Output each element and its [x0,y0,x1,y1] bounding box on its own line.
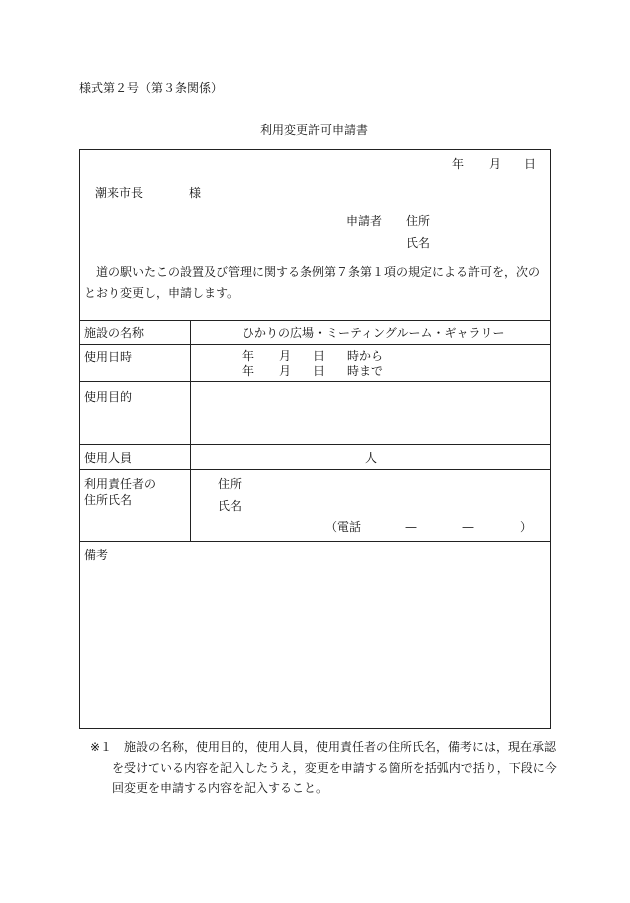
to-day: 日 [313,364,326,378]
people-unit: 人 [365,451,378,465]
to-time: 時まで [347,364,384,378]
from-year: 年 [242,349,255,363]
divider-facility [79,344,551,345]
phone-dash-2: — [462,520,474,534]
phone-dash-1: — [405,520,417,534]
people-label: 使用人員 [84,451,133,465]
from-day: 日 [313,349,326,363]
phone-close: ） [520,520,533,534]
facility-label: 施設の名称 [84,326,145,340]
date-day: 日 [524,157,537,171]
application-statement: 道の駅いたこの設置及び管理に関する条例第７条第１項の規定による許可を，次のとおり変更し，申請します。 [84,265,541,300]
phone-open: （電話 [325,520,362,534]
column-divider [190,320,191,541]
responsible-label-line1: 利用責任者の [84,477,157,491]
note-line-1: 施設の名称，使用目的，使用人員，使用責任者の住所氏名，備考には，現在承認 [124,740,557,754]
to-month: 月 [279,364,292,378]
divider-people [79,469,551,470]
applicant-label: 申請者 [346,214,383,228]
date-month: 月 [489,157,502,171]
divider-header [79,320,551,321]
purpose-label: 使用目的 [84,390,133,404]
applicant-address-label: 住所 [406,214,431,228]
divider-purpose [79,444,551,445]
date-year: 年 [452,157,465,171]
facility-value: ひかりの広場・ミーティングルーム・ギャラリー [242,326,505,340]
responsible-name-label: 氏名 [218,499,243,513]
note-marker: ※１ [90,740,113,754]
remarks-label: 備考 [84,548,109,562]
addressee: 潮来市長 [95,186,144,200]
datetime-label: 使用日時 [84,350,133,364]
to-year: 年 [242,364,255,378]
note-line-3: 回変更を申請する内容を記入すること。 [112,781,329,795]
from-time: 時から [347,349,384,363]
responsible-label-line2: 住所氏名 [84,493,133,507]
document-title: 利用変更許可申請書 [260,123,369,137]
responsible-address-label: 住所 [218,477,243,491]
note-line-2: を受けている内容を記入したうえ，変更を申請する箇所を括弧内で括り，下段に今 [112,761,557,775]
form-number: 様式第２号（第３条関係） [79,81,224,95]
divider-datetime [79,381,551,382]
divider-responsible [79,541,551,542]
form-frame [79,149,551,729]
applicant-name-label: 氏名 [406,236,431,250]
honorific: 様 [189,186,202,200]
from-month: 月 [279,349,292,363]
